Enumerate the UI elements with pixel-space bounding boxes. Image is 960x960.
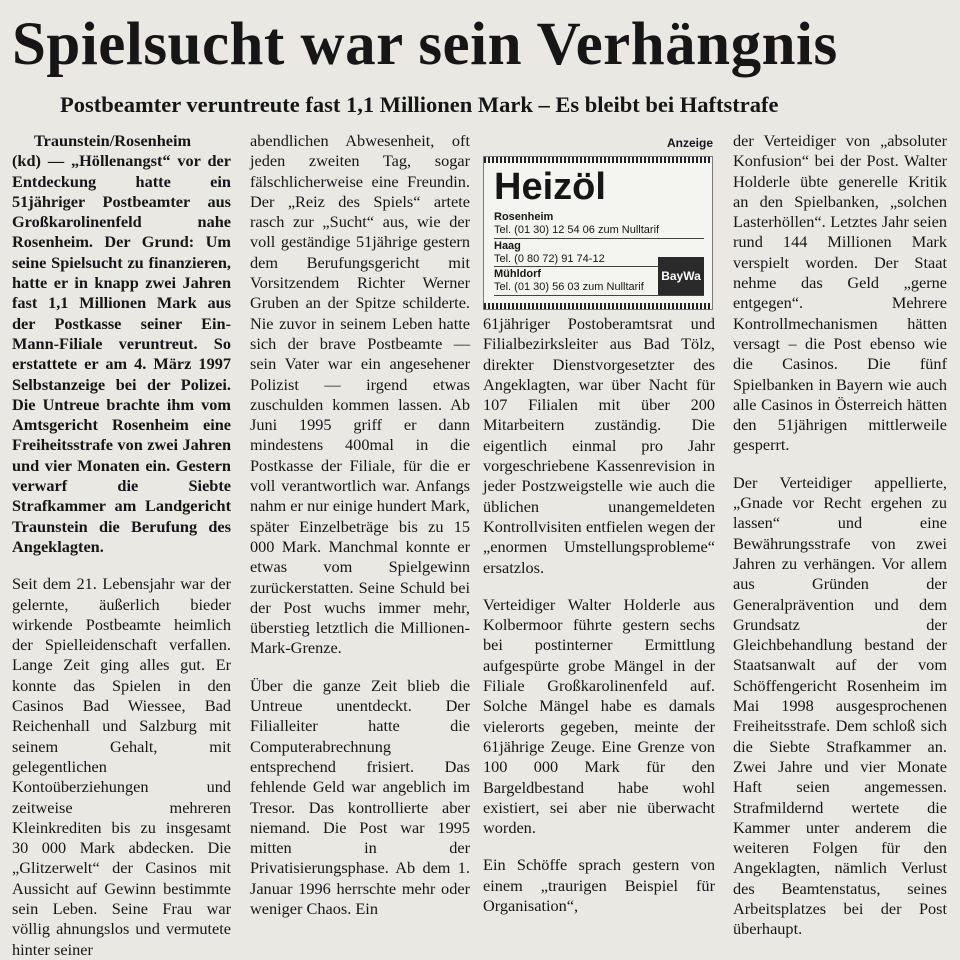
lead-paragraph xyxy=(12,131,231,557)
ad-label: Anzeige xyxy=(666,136,713,150)
body-paragraph: 61jähriger Postoberamtsrat und Filialbezirksleiter aus Bad Tölz, direkter Dienstvorgesetzter des Angeklagten, war über Nacht für 107 Filialen mit über 200 Mitarbeitern zuständig. Die eigentlich einmal pro Jahr vorgeschriebene Kassenrevision in jeder Postzweigstelle wie auch die üblichen unangemeldeten Kontrollvisiten entfielen wegen der „enormen Umstellungsprobleme“ ersatzlos. xyxy=(483,314,715,577)
body-paragraph: Seit dem 21. Lebensjahr war der gelernte, äußerlich bieder wirkende Postbeamte heimlich der Spielleidenschaft verfallen. Lange Zeit ging alles gut. Er konnte das Spielen in den Casinos Bad Wiessee, Bad Reichenhall und Salzburg mit seinem Gehalt, mit gelegentlichen Kontoüberziehungen und zeitweise mehreren Kleinkrediten bis zu insgesamt 30 000 Mark abdecken. Die „Glitzerwelt“ der Casinos mit Aussicht auf Gewinn bestimmte sein Leben. Seine Frau war völlig ahnungslos und vermutete hinter seiner xyxy=(12,574,231,959)
ad-stripe-bottom xyxy=(484,303,712,309)
ad-title: Heizöl xyxy=(494,166,606,208)
body-paragraph: Verteidiger Walter Holderle aus Kolbermoor führte gestern sechs bei postinterner Ermittlung aufgespürte grobe Mängel in der Filiale Großkarolinenfeld auf. Solche Mängel habe es damals vielerorts gegeben, meinte der 61jährige Zeuge. Eine Grenze von 100 000 Mark für den Bargeldbestand habe wohl existiert, sei aber nie überwacht worden. xyxy=(483,594,715,838)
ad-office-phone: Tel. (0 80 72) 91 74-12 xyxy=(494,253,704,267)
ad-office-place: Mühldorf xyxy=(494,268,542,281)
body-paragraph: abendlichen Abwesenheit, oft jeden zweiten Tag, sogar fälschlicherweise eine Freundin. Der „Reiz des Spiels“ artete rasch zur „Sucht“ aus, wie der voll geständige 51jährige gestern dem Berufungsgericht mit Vorsitzendem Richter Werner Gruben an der Spitze schilderte. Nie zuvor in seinem Leben hatte sich der brave Postbeamte — sein Vater war ein angesehener Polizist — irgend etwas zuschulden kommen lassen. Ab Juni 1995 griff er dann mindestens 400mal in die Postkasse der Filiale, für die er voll verantwortlich war. Anfangs nahm er nur einige hundert Mark, später Einzelbeträge bis zu 15 000 Mark. Manchmal konnte er etwas vom Spielgewinn zurückerstatten. Seine Schuld bei der Post wuchs immer mehr, überstieg letztlich die Millionen-Mark-Grenze. xyxy=(250,131,470,658)
body-paragraph: Über die ganze Zeit blieb die Untreue unentdeckt. Der Filialleiter hatte die Computerabrechnung entsprechend frisiert. Das fehlende Geld war angeblich im Tresor. Das kontrollierte aber niemand. Die Post war 1995 mitten in der Privatisierungsphase. Ab dem 1. Januar 1996 herrschte mehr oder weniger Chaos. Ein xyxy=(250,675,470,918)
ad-office-place: Haag xyxy=(494,239,521,252)
ad-stripe-top xyxy=(484,157,712,163)
column-3 xyxy=(483,314,715,916)
baywa-logo: BayWa xyxy=(658,257,704,295)
body-paragraph: Der Verteidiger appellierte, „Gnade vor Recht ergehen zu lassen“ und eine Bewährungsstrafe von zwei Jahren zu verhängen. Vor allem aus Gründen der Generalprävention und dem Grundsatz der Gleichbehandlung bestand der Staatsanwalt auf der vom Schöffengericht Rosenheim im Mai 1998 ausgesprochenen Freiheitsstrafe. Dem schloß sich die Siebte Strafkammer an. Zwei Jahre und vier Monate Haft seien angemessen. Strafmildernd wertete die Kammer unter anderem die weiteren Folgen für den Angeklagten, nämlich Verlust des Beamtenstatus, seines Arbeitsplatzes bei der Post überhaupt. xyxy=(733,472,947,939)
ad-office-phone: Tel. (01 30) 56 03 zum Nulltarif xyxy=(494,281,704,295)
column-1 xyxy=(12,131,231,960)
headline: Spielsucht war sein Verhängnis xyxy=(12,11,838,78)
advertisement xyxy=(483,136,713,310)
ad-office-place: Rosenheim xyxy=(494,211,554,223)
body-paragraph: Ein Schöffe sprach gestern von einem „traurigen Beispiel für Organisation“, xyxy=(483,855,715,916)
ad-office-phone: Tel. (01 30) 12 54 06 zum Nulltarif xyxy=(494,224,704,238)
column-4 xyxy=(733,131,947,940)
subheadline: Postbeamter veruntreute fast 1,1 Millionen Mark – Es bleibt bei Haftstrafe xyxy=(60,92,779,117)
column-2 xyxy=(250,131,470,919)
dateline: Traunstein/Rosenheim xyxy=(34,131,192,150)
body-paragraph: der Verteidiger von „absoluter Konfusion“ bei der Post. Walter Holderle übte generelle Kritik an den Spielbanken, „solchen Lasterhöllen“. Letztes Jahr seien rund 144 Millionen Mark verspielt worden. Der Staat nehme das Geld „gerne entgegen“. Mehrere Kontrollmechanismen hätten versagt – die Post ebenso wie die Casinos. Die fünf Spielbanken in Bayern wie auch alle Casinos in Österreich hätten den 51jährigen mittlerweile gesperrt. xyxy=(733,131,947,455)
ad-box xyxy=(483,156,713,310)
lead-text: (kd) — „Höllenangst“ vor der Entdeckung hatte ein 51jähriger Postbeamter aus Großkarolinenfeld nahe Rosenheim. Der Grund: Um seine Spielsucht zu finanzieren, hatte er in knapp zwei Jahren fast 1,1 Millionen Mark aus der Postkasse seiner Ein-Mann-Filiale veruntreut. So erstattete er am 4. März 1997 Selbstanzeige bei der Polizei. Die Untreue brachte ihm vom Amtsgericht Rosenheim eine Freiheitsstrafe von zwei Jahren und vier Monaten ein. Gestern verwarf die Siebte Strafkammer am Landgericht Traunstein die Berufung des Angeklagten. xyxy=(12,151,231,556)
